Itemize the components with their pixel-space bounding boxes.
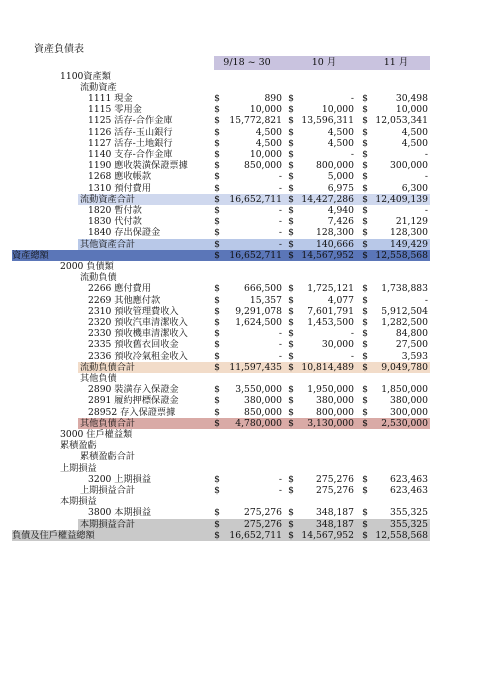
cell-amount: - bbox=[278, 182, 282, 194]
row-label: 流動資產合計 bbox=[80, 193, 136, 205]
cell-amount: 14,427,286 bbox=[301, 193, 354, 205]
table-row bbox=[0, 339, 494, 350]
table-row bbox=[0, 519, 494, 530]
table-row bbox=[0, 384, 494, 395]
currency-symbol: $ bbox=[288, 518, 294, 530]
table-row bbox=[0, 227, 494, 238]
cell-amount: 10,000 bbox=[321, 104, 354, 116]
cell-amount: 140,666 bbox=[316, 238, 354, 250]
cell-amount: - bbox=[350, 350, 354, 362]
currency-symbol: $ bbox=[214, 294, 220, 306]
table-row bbox=[0, 283, 494, 294]
cell-amount: - bbox=[278, 227, 282, 239]
row-label: 其他負債 bbox=[80, 372, 117, 384]
table-row bbox=[0, 418, 494, 429]
cell-amount: 3,593 bbox=[401, 350, 428, 362]
cell-amount: - bbox=[424, 294, 428, 306]
currency-symbol: $ bbox=[362, 249, 368, 261]
table-row bbox=[0, 463, 494, 474]
currency-symbol: $ bbox=[214, 171, 220, 183]
cell-amount: 16,652,711 bbox=[229, 529, 282, 541]
currency-symbol: $ bbox=[288, 160, 294, 172]
currency-symbol: $ bbox=[214, 193, 220, 205]
table-row bbox=[0, 395, 494, 406]
cell-amount: - bbox=[350, 328, 354, 340]
currency-symbol: $ bbox=[288, 384, 294, 396]
currency-symbol: $ bbox=[362, 126, 368, 138]
currency-symbol: $ bbox=[288, 473, 294, 485]
cell-amount: 4,500 bbox=[401, 137, 428, 149]
currency-symbol: $ bbox=[214, 249, 220, 261]
currency-symbol: $ bbox=[214, 204, 220, 216]
currency-symbol: $ bbox=[288, 328, 294, 340]
currency-symbol: $ bbox=[288, 148, 294, 160]
cell-amount: 348,187 bbox=[316, 518, 354, 530]
currency-symbol: $ bbox=[214, 529, 220, 541]
cell-amount: 1,453,500 bbox=[307, 316, 354, 328]
cell-amount: 275,276 bbox=[316, 484, 354, 496]
cell-amount: 128,300 bbox=[316, 227, 354, 239]
currency-symbol: $ bbox=[214, 361, 220, 373]
currency-symbol: $ bbox=[362, 395, 368, 407]
cell-amount: - bbox=[278, 350, 282, 362]
table-row bbox=[0, 127, 494, 138]
currency-symbol: $ bbox=[214, 384, 220, 396]
row-label: 1840 存出保證金 bbox=[88, 227, 161, 239]
currency-symbol: $ bbox=[214, 104, 220, 116]
currency-symbol: $ bbox=[362, 148, 368, 160]
table-row bbox=[0, 362, 494, 373]
cell-amount: 800,000 bbox=[316, 160, 354, 172]
row-label: 累積盈虧合計 bbox=[80, 451, 136, 463]
cell-amount: 355,325 bbox=[390, 518, 428, 530]
cell-amount: 12,558,568 bbox=[375, 529, 428, 541]
cell-amount: 275,276 bbox=[244, 507, 282, 519]
table-row bbox=[0, 160, 494, 171]
currency-symbol: $ bbox=[288, 182, 294, 194]
cell-amount: 1,725,121 bbox=[307, 283, 354, 295]
cell-amount: 12,558,568 bbox=[375, 249, 428, 261]
currency-symbol: $ bbox=[362, 283, 368, 295]
cell-amount: 850,000 bbox=[244, 160, 282, 172]
cell-amount: 3,550,000 bbox=[235, 384, 282, 396]
currency-symbol: $ bbox=[288, 529, 294, 541]
cell-amount: 380,000 bbox=[244, 395, 282, 407]
cell-amount: 3,130,000 bbox=[307, 417, 354, 429]
currency-symbol: $ bbox=[362, 384, 368, 396]
currency-symbol: $ bbox=[362, 507, 368, 519]
row-label: 其他負債合計 bbox=[80, 417, 136, 429]
row-label: 1140 支存-合作金庫 bbox=[88, 148, 173, 160]
table-row bbox=[0, 373, 494, 384]
currency-symbol: $ bbox=[288, 126, 294, 138]
currency-symbol: $ bbox=[214, 395, 220, 407]
table-row bbox=[0, 306, 494, 317]
table-row bbox=[0, 149, 494, 160]
currency-symbol: $ bbox=[214, 216, 220, 228]
cell-amount: 1,850,000 bbox=[381, 384, 428, 396]
sheet-title: 資產負債表 bbox=[34, 44, 84, 55]
row-label: 1115 零用金 bbox=[88, 104, 142, 116]
cell-amount: 27,500 bbox=[395, 339, 428, 351]
column-header-period-1: 9/18 ~ 30 bbox=[223, 57, 271, 68]
cell-amount: 16,652,711 bbox=[229, 249, 282, 261]
cell-amount: - bbox=[424, 171, 428, 183]
table-row bbox=[0, 407, 494, 418]
row-label: 2330 預收機車清潔收入 bbox=[88, 328, 188, 340]
cell-amount: 4,500 bbox=[401, 126, 428, 138]
currency-symbol: $ bbox=[288, 104, 294, 116]
cell-amount: - bbox=[278, 171, 282, 183]
row-label: 28952 存入保證票據 bbox=[88, 406, 176, 418]
row-label: 累積盈虧 bbox=[60, 440, 97, 452]
table-row bbox=[0, 485, 494, 496]
currency-symbol: $ bbox=[288, 115, 294, 127]
cell-amount: 1,624,500 bbox=[235, 316, 282, 328]
table-row bbox=[0, 93, 494, 104]
row-label: 本期損益 bbox=[60, 496, 97, 508]
table-row bbox=[0, 194, 494, 205]
row-label: 2000 負債類 bbox=[60, 260, 114, 272]
table-row bbox=[0, 451, 494, 462]
currency-symbol: $ bbox=[214, 115, 220, 127]
currency-symbol: $ bbox=[362, 361, 368, 373]
currency-symbol: $ bbox=[362, 417, 368, 429]
row-label: 2890 裝潢存入保證金 bbox=[88, 384, 179, 396]
currency-symbol: $ bbox=[362, 294, 368, 306]
table-row bbox=[0, 474, 494, 485]
cell-amount: 300,000 bbox=[390, 160, 428, 172]
cell-amount: 30,498 bbox=[395, 92, 428, 104]
table-row bbox=[0, 82, 494, 93]
row-label: 1127 活存-土地銀行 bbox=[88, 137, 173, 149]
currency-symbol: $ bbox=[288, 417, 294, 429]
currency-symbol: $ bbox=[214, 316, 220, 328]
currency-symbol: $ bbox=[362, 160, 368, 172]
currency-symbol: $ bbox=[362, 104, 368, 116]
cell-amount: 6,300 bbox=[401, 182, 428, 194]
currency-symbol: $ bbox=[362, 182, 368, 194]
currency-symbol: $ bbox=[214, 92, 220, 104]
cell-amount: 623,463 bbox=[390, 484, 428, 496]
currency-symbol: $ bbox=[214, 339, 220, 351]
cell-amount: 4,077 bbox=[327, 294, 354, 306]
row-label: 流動資產 bbox=[80, 81, 117, 93]
currency-symbol: $ bbox=[288, 171, 294, 183]
cell-amount: 4,500 bbox=[255, 126, 282, 138]
currency-symbol: $ bbox=[288, 395, 294, 407]
cell-amount: 380,000 bbox=[390, 395, 428, 407]
currency-symbol: $ bbox=[362, 92, 368, 104]
cell-amount: - bbox=[278, 204, 282, 216]
cell-amount: 275,276 bbox=[316, 473, 354, 485]
row-label: 本期損益合計 bbox=[80, 518, 136, 530]
currency-symbol: $ bbox=[362, 518, 368, 530]
row-label: 2891 履約押標保證金 bbox=[88, 395, 179, 407]
row-label: 1820 暫付款 bbox=[88, 204, 142, 216]
cell-amount: 12,053,341 bbox=[375, 115, 428, 127]
currency-symbol: $ bbox=[214, 484, 220, 496]
table-row bbox=[0, 183, 494, 194]
cell-amount: - bbox=[424, 148, 428, 160]
currency-symbol: $ bbox=[214, 137, 220, 149]
currency-symbol: $ bbox=[362, 305, 368, 317]
cell-amount: 7,426 bbox=[327, 216, 354, 228]
table-row bbox=[0, 71, 494, 82]
currency-symbol: $ bbox=[362, 137, 368, 149]
row-label: 負債及住戶權益總額 bbox=[12, 529, 95, 541]
currency-symbol: $ bbox=[288, 316, 294, 328]
currency-symbol: $ bbox=[362, 529, 368, 541]
cell-amount: 15,357 bbox=[249, 294, 282, 306]
cell-amount: - bbox=[278, 339, 282, 351]
currency-symbol: $ bbox=[362, 171, 368, 183]
table-row bbox=[0, 530, 494, 541]
row-label: 流動負債 bbox=[80, 272, 117, 284]
currency-symbol: $ bbox=[288, 238, 294, 250]
row-label: 2310 預收管理費收入 bbox=[88, 305, 179, 317]
row-label: 2269 其他應付款 bbox=[88, 294, 161, 306]
cell-amount: 14,567,952 bbox=[301, 249, 354, 261]
cell-amount: 11,597,435 bbox=[229, 361, 282, 373]
cell-amount: 21,129 bbox=[395, 216, 428, 228]
currency-symbol: $ bbox=[362, 484, 368, 496]
currency-symbol: $ bbox=[288, 294, 294, 306]
currency-symbol: $ bbox=[214, 406, 220, 418]
row-label: 3800 本期損益 bbox=[88, 507, 152, 519]
table-row bbox=[0, 328, 494, 339]
table-row bbox=[0, 205, 494, 216]
row-label: 1310 預付費用 bbox=[88, 182, 152, 194]
cell-amount: 9,049,780 bbox=[381, 361, 428, 373]
currency-symbol: $ bbox=[362, 238, 368, 250]
cell-amount: - bbox=[350, 92, 354, 104]
currency-symbol: $ bbox=[362, 339, 368, 351]
table-row bbox=[0, 239, 494, 250]
currency-symbol: $ bbox=[288, 227, 294, 239]
table-row bbox=[0, 216, 494, 227]
currency-symbol: $ bbox=[288, 406, 294, 418]
currency-symbol: $ bbox=[362, 115, 368, 127]
row-label: 2335 預收舊衣回收金 bbox=[88, 339, 179, 351]
cell-amount: 10,000 bbox=[249, 148, 282, 160]
row-label: 上期損益 bbox=[60, 462, 97, 474]
cell-amount: 300,000 bbox=[390, 406, 428, 418]
currency-symbol: $ bbox=[288, 283, 294, 295]
currency-symbol: $ bbox=[288, 507, 294, 519]
cell-amount: 348,187 bbox=[316, 507, 354, 519]
cell-amount: 4,940 bbox=[327, 204, 354, 216]
column-header-period-3: 11 月 bbox=[383, 57, 409, 68]
cell-amount: 1,950,000 bbox=[307, 384, 354, 396]
cell-amount: 2,530,000 bbox=[381, 417, 428, 429]
cell-amount: - bbox=[278, 238, 282, 250]
cell-amount: 800,000 bbox=[316, 406, 354, 418]
row-label: 2320 預收汽車清潔收入 bbox=[88, 316, 188, 328]
row-label: 其他資產合計 bbox=[80, 238, 136, 250]
cell-amount: 890 bbox=[264, 92, 282, 104]
currency-symbol: $ bbox=[214, 126, 220, 138]
row-label: 資產總額 bbox=[12, 249, 49, 261]
cell-amount: 850,000 bbox=[244, 406, 282, 418]
cell-amount: 12,409,139 bbox=[375, 193, 428, 205]
cell-amount: 10,000 bbox=[395, 104, 428, 116]
table-row bbox=[0, 440, 494, 451]
cell-amount: - bbox=[278, 328, 282, 340]
table-row bbox=[0, 295, 494, 306]
currency-symbol: $ bbox=[288, 305, 294, 317]
table-row bbox=[0, 429, 494, 440]
currency-symbol: $ bbox=[362, 193, 368, 205]
cell-amount: 10,814,489 bbox=[301, 361, 354, 373]
currency-symbol: $ bbox=[362, 316, 368, 328]
table-row bbox=[0, 317, 494, 328]
currency-symbol: $ bbox=[214, 148, 220, 160]
cell-amount: 15,772,821 bbox=[229, 115, 282, 127]
table-row bbox=[0, 261, 494, 272]
currency-symbol: $ bbox=[214, 417, 220, 429]
cell-amount: 7,601,791 bbox=[307, 305, 354, 317]
row-label: 流動負債合計 bbox=[80, 361, 136, 373]
row-label: 1190 應收裝潢保證票據 bbox=[88, 160, 188, 172]
cell-amount: 380,000 bbox=[316, 395, 354, 407]
currency-symbol: $ bbox=[214, 227, 220, 239]
cell-amount: 6,975 bbox=[327, 182, 354, 194]
row-label: 3200 上期損益 bbox=[88, 473, 152, 485]
currency-symbol: $ bbox=[214, 328, 220, 340]
cell-amount: 5,912,504 bbox=[381, 305, 428, 317]
cell-amount: 4,500 bbox=[327, 126, 354, 138]
table-row bbox=[0, 115, 494, 126]
currency-symbol: $ bbox=[362, 406, 368, 418]
currency-symbol: $ bbox=[288, 137, 294, 149]
cell-amount: - bbox=[278, 216, 282, 228]
cell-amount: 623,463 bbox=[390, 473, 428, 485]
cell-amount: 128,300 bbox=[390, 227, 428, 239]
currency-symbol: $ bbox=[288, 204, 294, 216]
currency-symbol: $ bbox=[214, 473, 220, 485]
currency-symbol: $ bbox=[214, 182, 220, 194]
currency-symbol: $ bbox=[362, 328, 368, 340]
table-row bbox=[0, 496, 494, 507]
cell-amount: - bbox=[424, 204, 428, 216]
currency-symbol: $ bbox=[362, 227, 368, 239]
table-row bbox=[0, 250, 494, 261]
cell-amount: 1,282,500 bbox=[381, 316, 428, 328]
currency-symbol: $ bbox=[214, 507, 220, 519]
cell-amount: 10,000 bbox=[249, 104, 282, 116]
row-label: 1830 代付款 bbox=[88, 216, 142, 228]
currency-symbol: $ bbox=[288, 92, 294, 104]
currency-symbol: $ bbox=[288, 216, 294, 228]
cell-amount: 13,596,311 bbox=[301, 115, 354, 127]
cell-amount: 355,325 bbox=[390, 507, 428, 519]
cell-amount: 275,276 bbox=[244, 518, 282, 530]
cell-amount: 30,000 bbox=[321, 339, 354, 351]
currency-symbol: $ bbox=[214, 238, 220, 250]
currency-symbol: $ bbox=[214, 283, 220, 295]
currency-symbol: $ bbox=[288, 361, 294, 373]
row-label: 2336 預收冷氣租金收入 bbox=[88, 350, 188, 362]
currency-symbol: $ bbox=[362, 350, 368, 362]
cell-amount: 16,652,711 bbox=[229, 193, 282, 205]
currency-symbol: $ bbox=[362, 473, 368, 485]
row-label: 1125 活存-合作金庫 bbox=[88, 115, 173, 127]
cell-amount: 149,429 bbox=[390, 238, 428, 250]
currency-symbol: $ bbox=[362, 216, 368, 228]
currency-symbol: $ bbox=[214, 160, 220, 172]
cell-amount: 9,291,078 bbox=[235, 305, 282, 317]
table-row bbox=[0, 104, 494, 115]
cell-amount: 84,800 bbox=[395, 328, 428, 340]
table-row bbox=[0, 171, 494, 182]
cell-amount: - bbox=[350, 148, 354, 160]
table-row bbox=[0, 507, 494, 518]
row-label: 3000 住戶權益類 bbox=[60, 428, 133, 440]
row-label: 1268 應收帳款 bbox=[88, 171, 152, 183]
cell-amount: - bbox=[278, 484, 282, 496]
row-label: 2266 應付費用 bbox=[88, 283, 152, 295]
currency-symbol: $ bbox=[288, 193, 294, 205]
currency-symbol: $ bbox=[288, 339, 294, 351]
currency-symbol: $ bbox=[214, 305, 220, 317]
column-header-band bbox=[214, 56, 430, 70]
currency-symbol: $ bbox=[288, 350, 294, 362]
currency-symbol: $ bbox=[288, 249, 294, 261]
cell-amount: 4,500 bbox=[327, 137, 354, 149]
table-row bbox=[0, 351, 494, 362]
row-label: 1100資產類 bbox=[60, 70, 111, 82]
currency-symbol: $ bbox=[362, 204, 368, 216]
currency-symbol: $ bbox=[214, 350, 220, 362]
cell-amount: 5,000 bbox=[327, 171, 354, 183]
row-label: 1111 現金 bbox=[88, 92, 133, 104]
cell-amount: 666,500 bbox=[244, 283, 282, 295]
cell-amount: 4,500 bbox=[255, 137, 282, 149]
table-row bbox=[0, 138, 494, 149]
table-row bbox=[0, 272, 494, 283]
row-label: 1126 活存-玉山銀行 bbox=[88, 126, 173, 138]
cell-amount: 1,738,883 bbox=[381, 283, 428, 295]
column-header-period-2: 10 月 bbox=[311, 57, 337, 68]
cell-amount: - bbox=[278, 473, 282, 485]
cell-amount: 14,567,952 bbox=[301, 529, 354, 541]
row-label: 上期損益合計 bbox=[80, 484, 136, 496]
cell-amount: 4,780,000 bbox=[235, 417, 282, 429]
currency-symbol: $ bbox=[214, 518, 220, 530]
currency-symbol: $ bbox=[288, 484, 294, 496]
